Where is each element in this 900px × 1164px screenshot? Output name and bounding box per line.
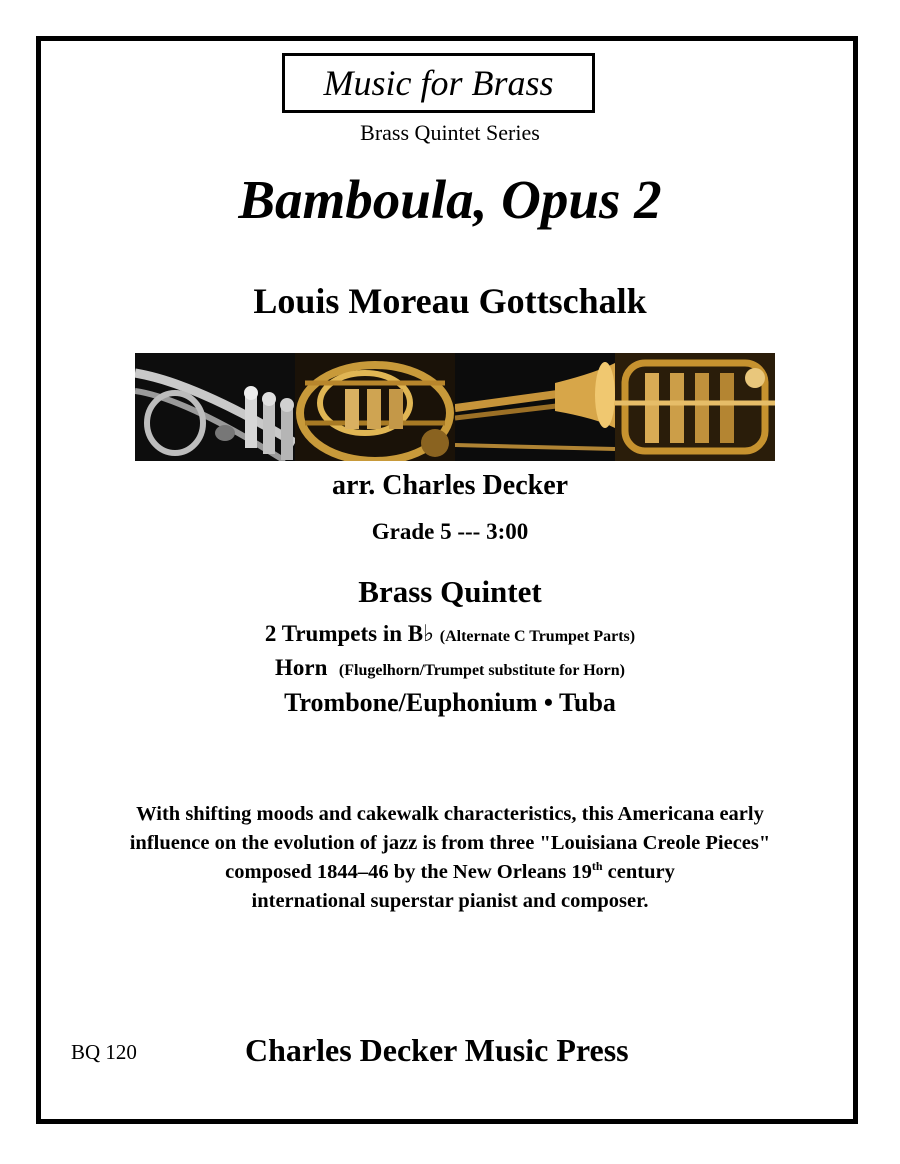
publisher-name: Charles Decker Music Press [245, 1032, 629, 1068]
grade-duration: Grade 5 --- 3:00 [371, 519, 529, 544]
trumpets-note: (Alternate C Trumpet Parts) [439, 628, 636, 645]
description-line: composed 1844–46 by the New Orleans 19th century [225, 859, 675, 883]
description-line: With shifting moods and cakewalk characteristics, this Americana early [136, 803, 764, 825]
horn-label: Horn [275, 655, 328, 680]
series-title: Music for Brass [323, 63, 554, 103]
instrument-line-low-brass: Trombone/Euphonium • Tuba [284, 688, 616, 717]
horn-photo [295, 353, 455, 461]
horn-note: (Flugelhorn/Trumpet substitute for Horn) [338, 662, 625, 679]
description [0, 800, 900, 916]
composer-name: Louis Moreau Gottschalk [253, 281, 647, 321]
instrument-line-horn [0, 655, 900, 681]
arranger: arr. Charles Decker [331, 470, 569, 501]
trumpet-photo [135, 353, 295, 461]
trombone-photo [455, 353, 615, 461]
description-line: influence on the evolution of jazz is from three "Louisiana Creole Pieces" [129, 832, 771, 854]
series-subtitle: Brass Quintet Series [360, 120, 540, 145]
catalog-number: BQ 120 [71, 1040, 137, 1064]
trumpets-label: 2 Trumpets in B [264, 621, 424, 646]
tuba-photo [615, 353, 775, 461]
flat-symbol: ♭ [423, 621, 434, 647]
description-line: international superstar pianist and composer. [251, 890, 649, 912]
ensemble-type: Brass Quintet [358, 574, 542, 609]
instrument-photo-strip [135, 353, 775, 461]
series-title-box [282, 53, 595, 113]
instrument-line-trumpets [0, 621, 900, 647]
piece-title: Bamboula, Opus 2 [238, 169, 662, 230]
